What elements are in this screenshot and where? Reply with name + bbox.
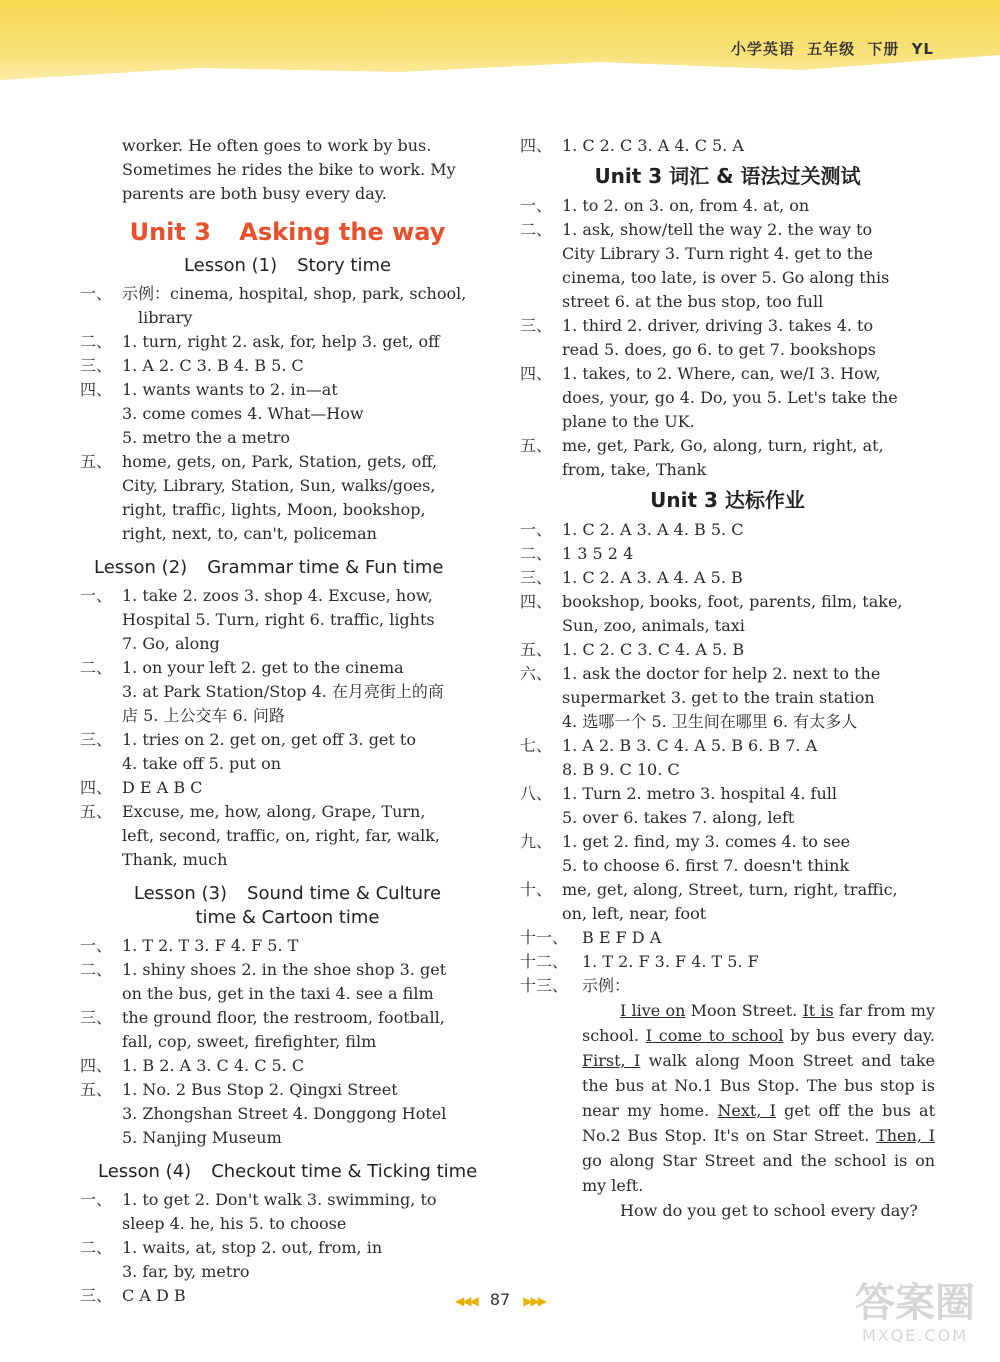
answer-line: left, second, traffic, on, right, far, walk, xyxy=(122,826,441,845)
answer-row: 六、 1. ask the doctor for help 2. next to the xyxy=(520,664,881,683)
lesson-heading: Lesson (3) Sound time & Culture xyxy=(133,883,442,904)
answer-line: City Library 3. Turn right 4. get to the xyxy=(562,244,873,263)
answer-line: cinema, too late, is over 5. Go along this xyxy=(562,268,890,287)
answer-row: 一、 示例：cinema, hospital, shop, park, school, xyxy=(80,284,467,303)
unit-title xyxy=(80,220,495,244)
answer-line: 3. come comes 4. What—How xyxy=(122,404,364,423)
answer-row: 十一、 B E F D A xyxy=(520,928,662,947)
answer-row: 七、 1. A 2. B 3. C 4. A 5. B 6. B 7. A xyxy=(520,736,818,755)
answer-line: from, take, Thank xyxy=(562,460,707,479)
answer-line: 4. 选哪一个 5. 卫生间在哪里 6. 有太多人 xyxy=(562,712,858,731)
intro-line: worker. He often goes to work by bus. xyxy=(122,136,432,155)
answer-row: 三、 the ground floor, the restroom, football, xyxy=(80,1008,445,1027)
right-column xyxy=(520,134,935,1223)
answer-row: 十三、 示例： xyxy=(520,976,631,995)
section-title: Unit 3 词汇 & 语法过关测试 xyxy=(594,164,861,188)
left-arrows-icon: ◀◀◀ xyxy=(455,1294,477,1308)
answer-line: plane to the UK. xyxy=(562,412,695,431)
answer-line: on the bus, get in the taxi 4. see a film xyxy=(122,984,434,1003)
answer-line: does, your, go 4. Do, you 5. Let's take the xyxy=(562,388,898,407)
answer-line: Hospital 5. Turn, right 6. traffic, lights xyxy=(122,610,435,629)
unit-name: Asking the way xyxy=(239,218,446,246)
answer-line: 4. take off 5. put on xyxy=(122,754,282,773)
answer-row: 四、 D E A B C xyxy=(80,778,203,797)
section-title: Unit 3 达标作业 xyxy=(650,488,805,512)
lesson-heading-cont: time & Cartoon time xyxy=(195,907,380,928)
lesson-heading: Lesson (1) Story time xyxy=(183,255,392,276)
book-title: 小学英语 五年级 下册 YL xyxy=(730,40,934,58)
intro-line: Sometimes he rides the bike to work. My xyxy=(122,160,456,179)
answer-line: 3. far, by, metro xyxy=(122,1262,250,1281)
answer-row: 三、 1. third 2. driver, driving 3. takes 4. to xyxy=(520,316,874,335)
answer-row: 一、 1. C 2. A 3. A 4. B 5. C xyxy=(520,520,744,539)
answer-line: 7. Go, along xyxy=(122,634,220,653)
answer-line: City, Library, Station, Sun, walks/goes, xyxy=(122,476,436,495)
answer-row: 三、 C A D B xyxy=(80,1286,186,1305)
answer-row: 三、 1. C 2. A 3. A 4. A 5. B xyxy=(520,568,743,587)
answer-row: 一、 1. take 2. zoos 3. shop 4. Excuse, how, xyxy=(80,586,433,605)
lesson-heading: Lesson (4) Checkout time & Ticking time xyxy=(98,1161,478,1182)
answer-line: street 6. at the bus stop, too full xyxy=(562,292,824,311)
answer-line: 3. at Park Station/Stop 4. 在月亮街上的商 xyxy=(122,682,444,701)
answer-line: supermarket 3. get to the train station xyxy=(562,688,875,707)
right-arrows-icon: ▶▶▶ xyxy=(523,1294,545,1308)
answer-row: 三、 1. A 2. C 3. B 4. B 5. C xyxy=(80,356,304,375)
answer-row: 二、 1. shiny shoes 2. in the shoe shop 3. get xyxy=(80,960,447,979)
answer-row: 十二、 1. T 2. F 3. F 4. T 5. F xyxy=(520,952,759,971)
answer-row: 四、 bookshop, books, foot, parents, film, take, xyxy=(520,592,903,611)
answer-line: 5. over 6. takes 7. along, left xyxy=(562,808,795,827)
answer-row: 四、 1. takes, to 2. Where, can, we/I 3. How, xyxy=(520,364,881,383)
answer-row: 五、 Excuse, me, how, along, Grape, Turn, xyxy=(80,802,426,821)
answer-row: 二、 1 3 5 2 4 xyxy=(520,544,634,563)
answer-row: 五、 1. C 2. C 3. C 4. A 5. B xyxy=(520,640,745,659)
answer-row: 五、 me, get, Park, Go, along, turn, right, at, xyxy=(520,436,884,455)
answer-line: 店 5. 上公交车 6. 问路 xyxy=(122,706,285,725)
answer-row: 十、 me, get, along, Street, turn, right, traffic, xyxy=(520,880,898,899)
answer-row: 五、 home, gets, on, Park, Station, gets, off, xyxy=(80,452,438,471)
answer-line: 5. to choose 6. first 7. doesn't think xyxy=(562,856,850,875)
answer-row: 四、 1. C 2. C 3. A 4. C 5. A xyxy=(520,136,744,155)
answer-line: on, left, near, foot xyxy=(562,904,707,923)
unit-number: Unit 3 xyxy=(129,218,211,246)
answer-line: right, next, to, can't, policeman xyxy=(122,524,377,543)
answer-row: 二、 1. on your left 2. get to the cinema xyxy=(80,658,404,677)
answer-row: 五、 1. No. 2 Bus Stop 2. Qingxi Street xyxy=(80,1080,398,1099)
answer-line: 5. metro the a metro xyxy=(122,428,291,447)
answer-row: 四、 1. B 2. A 3. C 4. C 5. C xyxy=(80,1056,305,1075)
answer-row: 八、 1. Turn 2. metro 3. hospital 4. full xyxy=(520,784,837,803)
answer-line: 5. Nanjing Museum xyxy=(122,1128,282,1147)
intro-line: parents are both busy every day. xyxy=(122,184,387,203)
answer-row: 九、 1. get 2. find, my 3. comes 4. to see xyxy=(520,832,851,851)
answer-row: 三、 1. tries on 2. get on, get off 3. get to xyxy=(80,730,416,749)
answer-row: 一、 1. to get 2. Don't walk 3. swimming, to xyxy=(80,1190,437,1209)
answer-line: Sun, zoo, animals, taxi xyxy=(562,616,745,635)
answer-line: Thank, much xyxy=(122,850,228,869)
lesson-heading: Lesson (2) Grammar time & Fun time xyxy=(94,557,444,578)
answer-line: right, traffic, lights, Moon, bookshop, xyxy=(122,500,426,519)
answer-row: 二、 1. turn, right 2. ask, for, help 3. get, off xyxy=(80,332,440,351)
sample-essay: I live on Moon Street. It is far from my school. I come to school by bus every day. First, I walk along Moon Street and take the bus at No.1 Bus Stop. The bus stop is near my home. Next, I get off the bus at No.2 Bus Stop. It's on Star Street. Then, I go along Star Street and the school is on my left. How do you get to school every day? xyxy=(582,1001,936,1220)
answer-row: 四、 1. wants wants to 2. in—at xyxy=(80,380,338,399)
answer-line: fall, cop, sweet, firefighter, film xyxy=(122,1032,377,1051)
answer-line: library xyxy=(138,308,193,327)
answer-line: 3. Zhongshan Street 4. Donggong Hotel xyxy=(122,1104,447,1123)
page-number: 87 xyxy=(489,1290,511,1309)
answer-line: 8. B 9. C 10. C xyxy=(562,760,680,779)
answer-row: 二、 1. waits, at, stop 2. out, from, in xyxy=(80,1238,383,1257)
answer-row: 一、 1. T 2. T 3. F 4. F 5. T xyxy=(80,936,299,955)
watermark-logo: 答案圈 MXQE.COM xyxy=(855,1280,975,1345)
answer-line: read 5. does, go 6. to get 7. bookshops xyxy=(562,340,876,359)
answer-row: 一、 1. to 2. on 3. on, from 4. at, on xyxy=(520,196,810,215)
left-column xyxy=(80,134,495,1308)
answer-line: sleep 4. he, his 5. to choose xyxy=(122,1214,347,1233)
answer-row: 二、 1. ask, show/tell the way 2. the way to xyxy=(520,220,873,239)
